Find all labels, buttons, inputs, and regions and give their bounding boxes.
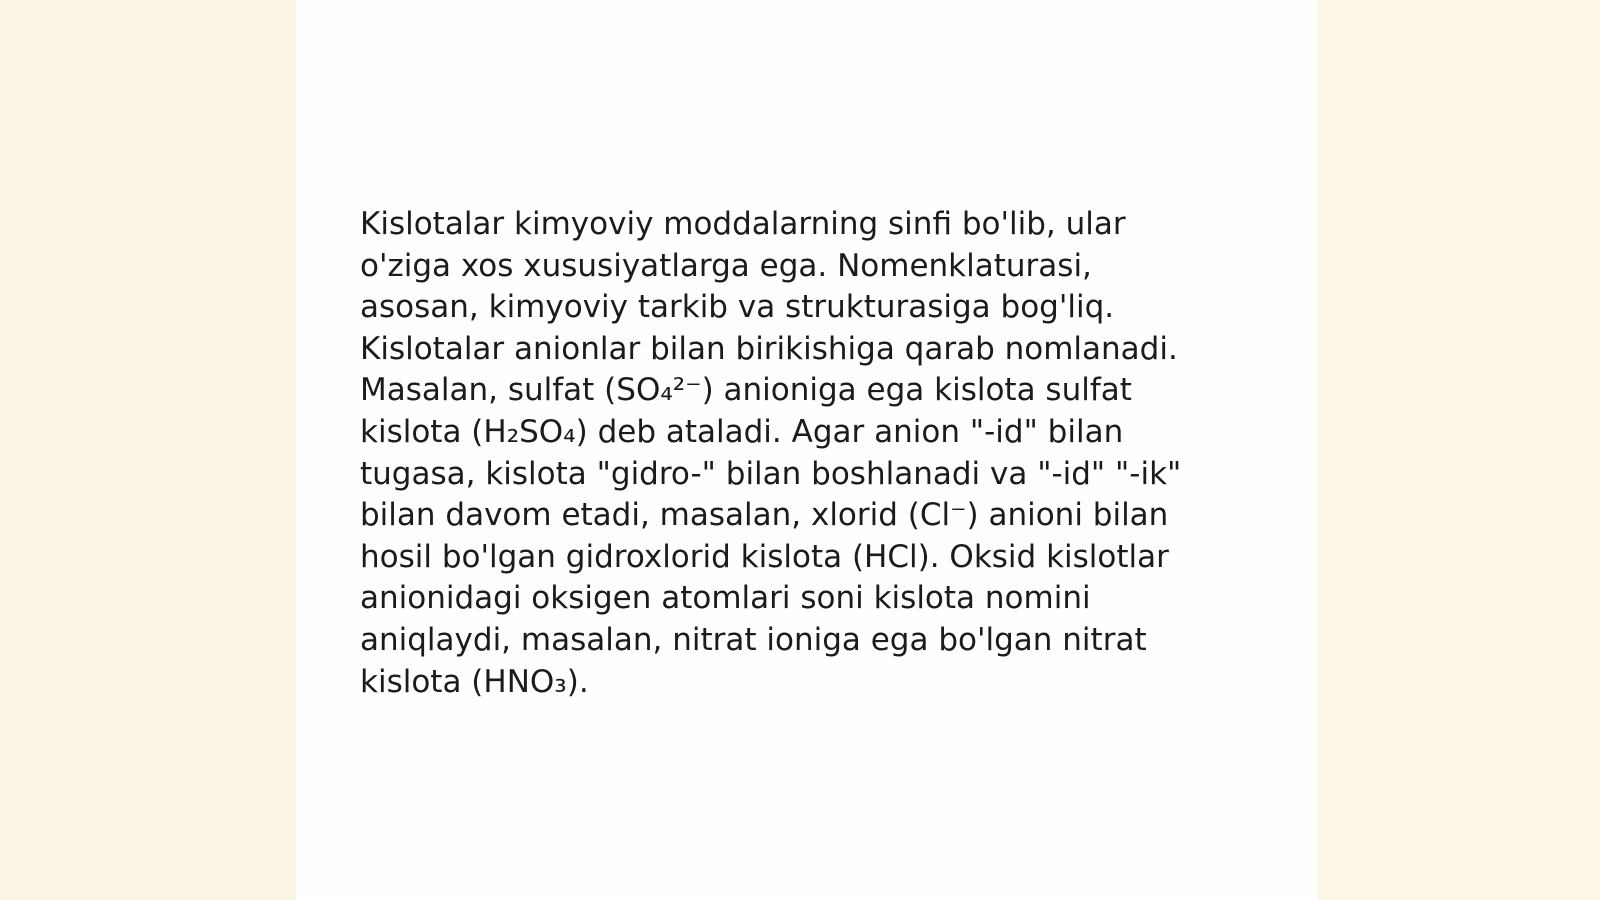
paragraph-line-11: aniqlaydi, masalan, nitrat ioniga ega bo'lgan nitrat [360, 621, 1147, 658]
paragraph-line-5: Masalan, sulfat (SO₄²⁻) anioniga ega kislota sulfat [360, 372, 1132, 409]
paragraph-line-4: Kislotalar anionlar bilan birikishiga qarab nomlanadi. [360, 330, 1178, 367]
paragraph-line-10: anionidagi oksigen atomlari soni kislota nomini [360, 580, 1091, 617]
right-background-panel [1318, 0, 1600, 900]
left-background-panel [0, 0, 296, 900]
body-paragraph [360, 204, 1240, 703]
document-slide [296, 0, 1318, 900]
paragraph-line-2: o'ziga xos xususiyatlarga ega. Nomenklaturasi, [360, 247, 1092, 284]
paragraph-line-3: asosan, kimyoviy tarkib va strukturasiga bog'liq. [360, 289, 1115, 326]
paragraph-line-9: hosil bo'lgan gidroxlorid kislota (HCl). Oksid kislotlar [360, 538, 1169, 575]
paragraph-line-7: tugasa, kislota "gidro-" bilan boshlanadi va "-id" "-ik" [360, 455, 1182, 492]
paragraph-line-8: bilan davom etadi, masalan, xlorid (Cl⁻) anioni bilan [360, 497, 1169, 534]
paragraph-line-1: Kislotalar kimyoviy moddalarning sinfi bo'lib, ular [360, 206, 1126, 242]
paragraph-line-6: kislota (H₂SO₄) deb ataladi. Agar anion "-id" bilan [360, 413, 1124, 450]
paragraph-line-12: kislota (HNO₃). [360, 663, 589, 700]
